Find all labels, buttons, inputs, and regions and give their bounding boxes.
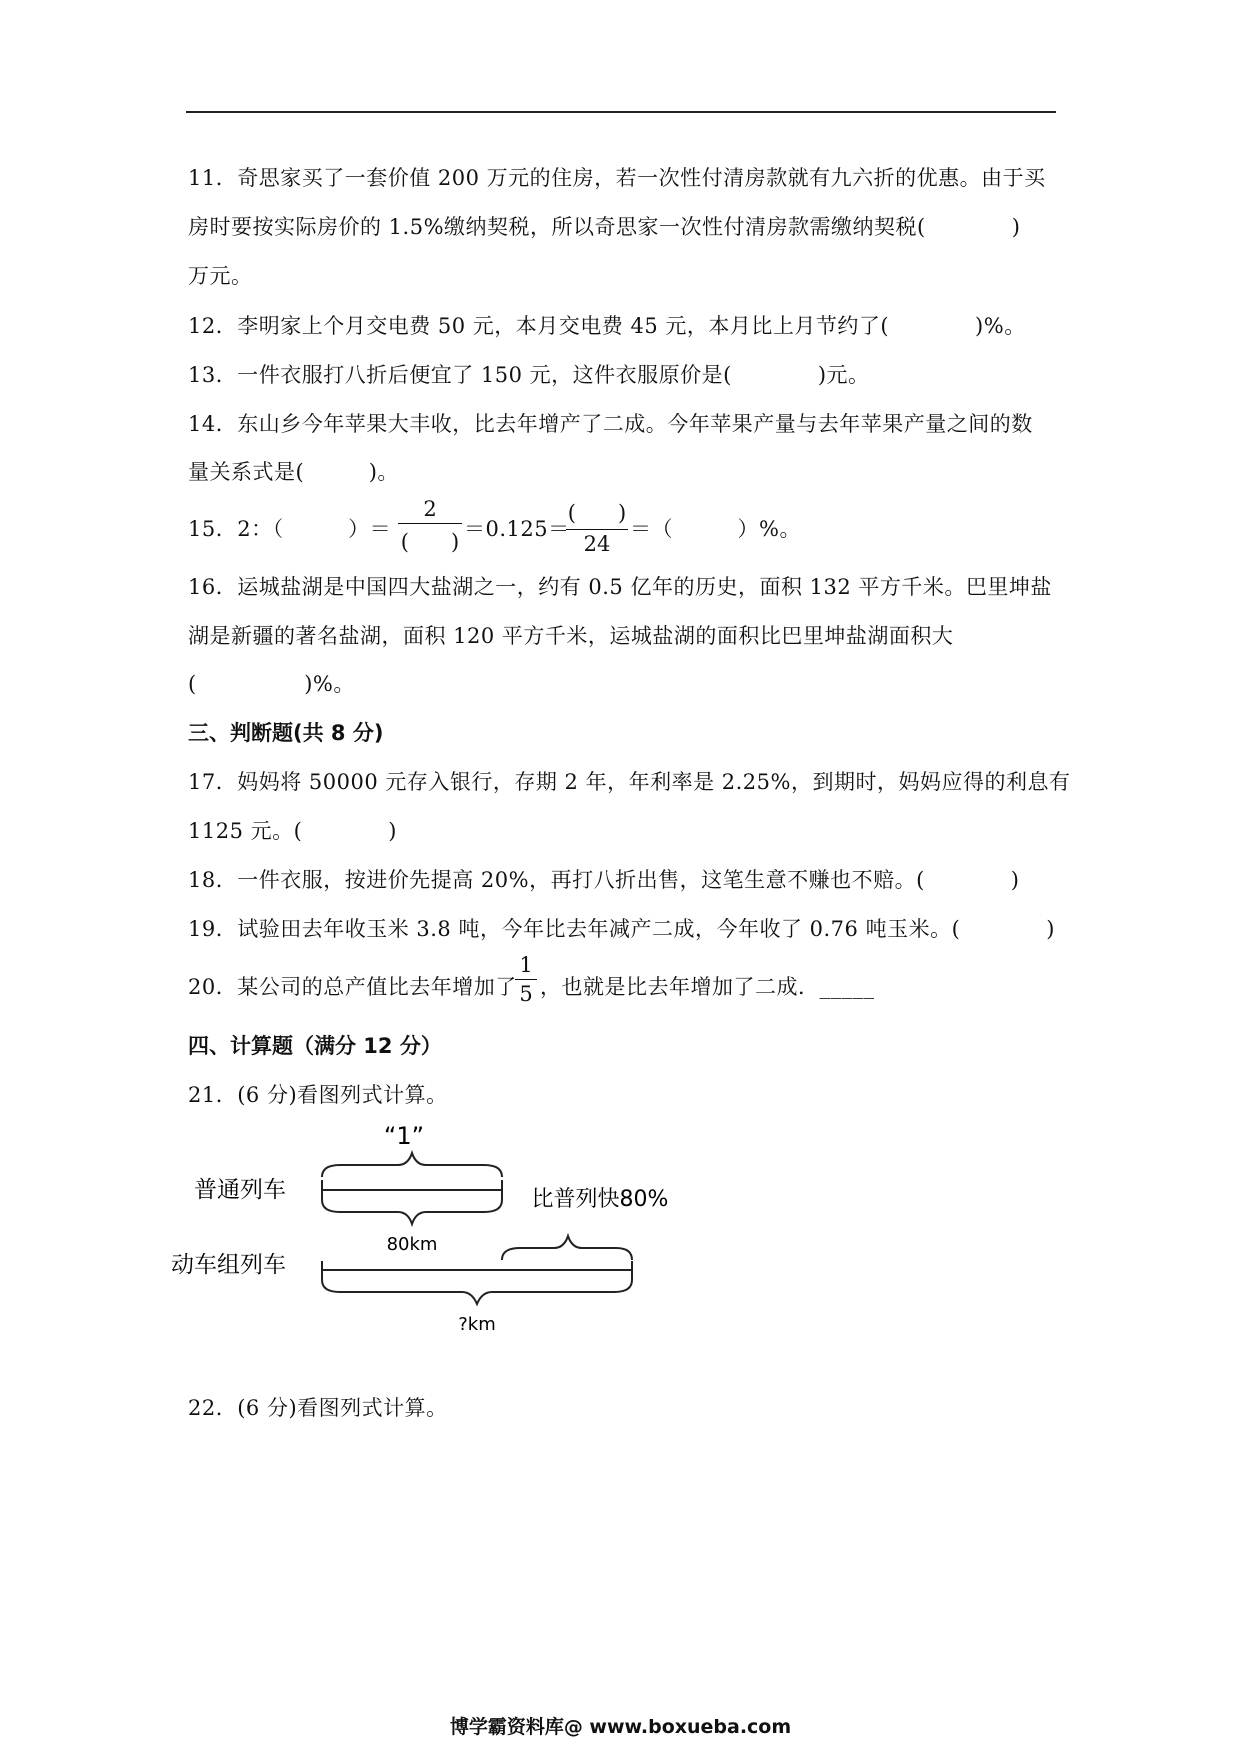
q15-frac2-numerator: ( )	[567, 501, 627, 525]
q19: 19．试验田去年收玉米 3.8 吨，今年比去年减产二成，今年收了 0.76 吨玉米。( )	[188, 917, 1055, 941]
q20-prefix: 20．某公司的总产值比去年增加了	[188, 975, 517, 999]
extra-top-brace	[502, 1236, 632, 1260]
high-speed-train-label: 动车组列车	[171, 1252, 286, 1278]
q20-numerator: 1	[519, 953, 533, 977]
q15-fraction-2	[566, 497, 628, 556]
q17-line1: 17．妈妈将 50000 元存入银行，存期 2 年，年利率是 2.25%，到期时，妈妈应得的利息有	[188, 770, 1071, 794]
q20-fraction	[515, 953, 537, 1006]
q12: 12．李明家上个月交电费 50 元，本月交电费 45 元，本月比上月节约了( )%。	[188, 314, 1026, 338]
q15-prefix: 15．2：（ ）＝	[188, 517, 392, 541]
q21: 21．(6 分)看图列式计算。	[188, 1083, 448, 1107]
q15-frac2-denominator: 24	[583, 532, 611, 556]
q15-fraction-1	[398, 497, 462, 556]
q16-line3: ( )%。	[188, 672, 355, 696]
footer-watermark: 博学霸资料库@ www.boxueba.com	[449, 1716, 792, 1738]
top-brace	[322, 1153, 502, 1177]
q15-middle: ＝0.125＝	[464, 517, 570, 541]
total-distance-label: ?km	[458, 1314, 496, 1335]
faster-label: 比普列快80%	[531, 1187, 669, 1212]
section-3-heading: 三、判断题(共 8 分)	[188, 721, 384, 745]
fraction-bar	[566, 529, 628, 530]
q16-line1: 16．运城盐湖是中国四大盐湖之一，约有 0.5 亿年的历史，面积 132 平方千米。巴里坤盐	[188, 575, 1052, 599]
q16-line2: 湖是新疆的著名盐湖，面积 120 平方千米，运城盐湖的面积比巴里坤盐湖面积大	[188, 624, 954, 648]
q14-line2: 量关系式是( )。	[188, 460, 399, 484]
ordinary-train-label: 普通列车	[194, 1177, 286, 1203]
q11-line3: 万元。	[188, 264, 253, 288]
q11-line1: 11．奇思家买了一套价值 200 万元的住房，若一次性付清房款就有九六折的优惠。由于买	[188, 166, 1046, 190]
q15-suffix: ＝（ ）%。	[630, 517, 801, 541]
fraction-bar	[515, 979, 537, 980]
q11-line2: 房时要按实际房价的 1.5%缴纳契税，所以奇思家一次性付清房款需缴纳契税( )	[188, 215, 1021, 239]
q15-frac1-numerator: 2	[423, 497, 437, 521]
q22: 22．(6 分)看图列式计算。	[188, 1396, 448, 1420]
header-rule	[186, 111, 1056, 113]
q17-line2: 1125 元。( )	[188, 819, 398, 843]
q15-frac1-denominator: ( )	[400, 530, 460, 554]
q18: 18．一件衣服，按进价先提高 20%，再打八折出售，这笔生意不赚也不赔。( )	[188, 868, 1020, 892]
q13: 13．一件衣服打八折后便宜了 150 元，这件衣服原价是( )元。	[188, 363, 870, 387]
train-comparison-diagram	[171, 1120, 710, 1340]
q20-denominator: 5	[519, 982, 533, 1006]
segment-80km-label: 80km	[386, 1234, 438, 1255]
unit-one-label: “1”	[383, 1122, 425, 1150]
q20-suffix: ，也就是比去年增加了二成．_____	[540, 975, 875, 999]
q14-line1: 14．东山乡今年苹果大丰收，比去年增产了二成。今年苹果产量与去年苹果产量之间的数	[188, 412, 1033, 436]
total-bottom-brace	[322, 1280, 632, 1304]
ordinary-bottom-brace	[322, 1200, 502, 1224]
fraction-bar	[398, 523, 462, 524]
section-4-heading: 四、计算题（满分 12 分）	[188, 1034, 442, 1058]
